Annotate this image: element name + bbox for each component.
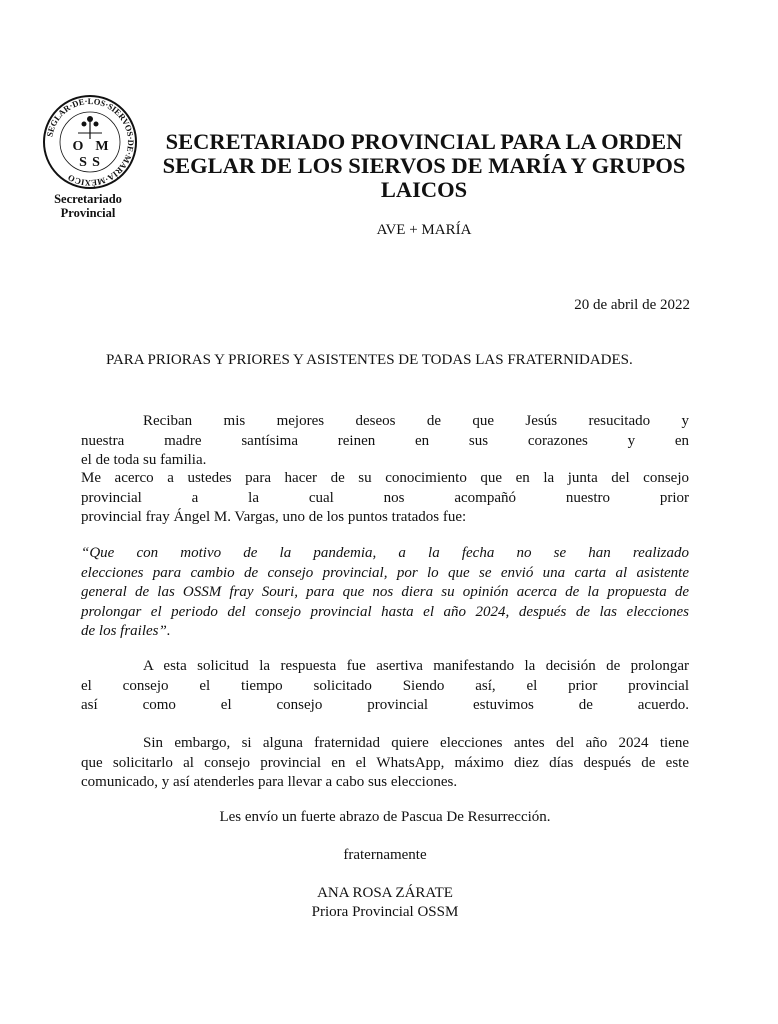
seal-letter-o: O — [72, 139, 84, 154]
text-line: comunicado, y así atenderles para llevar a cabo sus elecciones. — [81, 774, 458, 790]
text-line: “Que con motivo de la pandemia, a la fecha no se han realizado — [81, 545, 689, 561]
text-line: provincial fray Ángel M. Vargas, uno de los puntos tratados fue: — [81, 509, 467, 525]
text-line: prolongar el periodo del consejo provincial hasta el año 2024, después de las elecciones — [81, 603, 689, 620]
title-line: LAICOS — [380, 177, 468, 202]
title-line: SECRETARIADO PROVINCIAL PARA LA ORDEN — [165, 129, 683, 154]
title-line: SEGLAR DE LOS SIERVOS DE MARÍA Y GRUPOS — [162, 153, 686, 178]
letter-date: 20 de abril de 2022 — [574, 297, 690, 313]
text-line: elecciones para cambio de consejo provincial, por lo que se envió una carta al asistente — [81, 564, 689, 581]
response-paragraph — [81, 657, 689, 716]
text-line: Reciban mis mejores deseos de que Jesús resucitado y — [143, 413, 689, 429]
greeting-paragraph — [81, 412, 689, 471]
text-line: A esta solicitud la respuesta fue asertiva manifestando la decisión de prolongar — [143, 658, 689, 674]
valediction: fraternamente — [343, 847, 427, 863]
text-line: el de toda su familia. — [81, 452, 207, 468]
however-paragraph — [81, 734, 689, 793]
ossm-seal-logo — [40, 92, 140, 192]
text-line: que solicitarlo al consejo provincial en el WhatsApp, máximo diez días después de este — [81, 754, 689, 771]
text-line: nuestra madre santísima reinen en sus corazones y en — [81, 432, 689, 449]
text-line: Me acerco a ustedes para hacer de su conocimiento que en la junta del consejo — [81, 470, 689, 486]
signer-title: Priora Provincial OSSM — [311, 904, 459, 920]
farewell-line: Les envío un fuerte abrazo de Pascua De Resurrección. — [219, 809, 551, 825]
salutation-ave-maria: AVE + MARÍA — [376, 222, 472, 238]
text-line: Sin embargo, si alguna fraternidad quiere elecciones antes del año 2024 tiene — [143, 735, 689, 751]
letterhead-title — [160, 130, 688, 202]
intro-paragraph — [81, 469, 689, 528]
text-line: provincial a la cual nos acompañó nuestro prior — [81, 489, 689, 506]
text-line: de los frailes”. — [81, 623, 171, 639]
seal-graphic — [40, 92, 140, 192]
text-line: el consejo el tiempo solicitado Siendo así, el prior provincial — [81, 677, 689, 694]
seal-letter-s1: S — [79, 155, 87, 170]
seal-letter-m: M — [95, 139, 109, 154]
logo-caption-line: Secretariado — [54, 192, 122, 206]
addressee-line: PARA PRIORAS Y PRIORES Y ASISTENTES DE TODAS LAS FRATERNIDADES. — [106, 352, 633, 368]
seal-letter-s2: S — [92, 155, 100, 170]
text-line: así como el consejo provincial estuvimos de acuerdo. — [81, 697, 689, 713]
seal-ring-text: SEGLAR·DE·LOS·SIERVOS·DE·MARÍA·MÉXICO — [44, 95, 137, 189]
logo-caption — [40, 192, 136, 220]
signer-name: ANA ROSA ZÁRATE — [317, 885, 453, 901]
text-line: general de las OSSM fray Souri, para que nos diera su opinión acerca de la propuesta de — [81, 584, 689, 600]
logo-caption-line: Provincial — [60, 206, 116, 220]
quoted-paragraph — [81, 544, 689, 642]
